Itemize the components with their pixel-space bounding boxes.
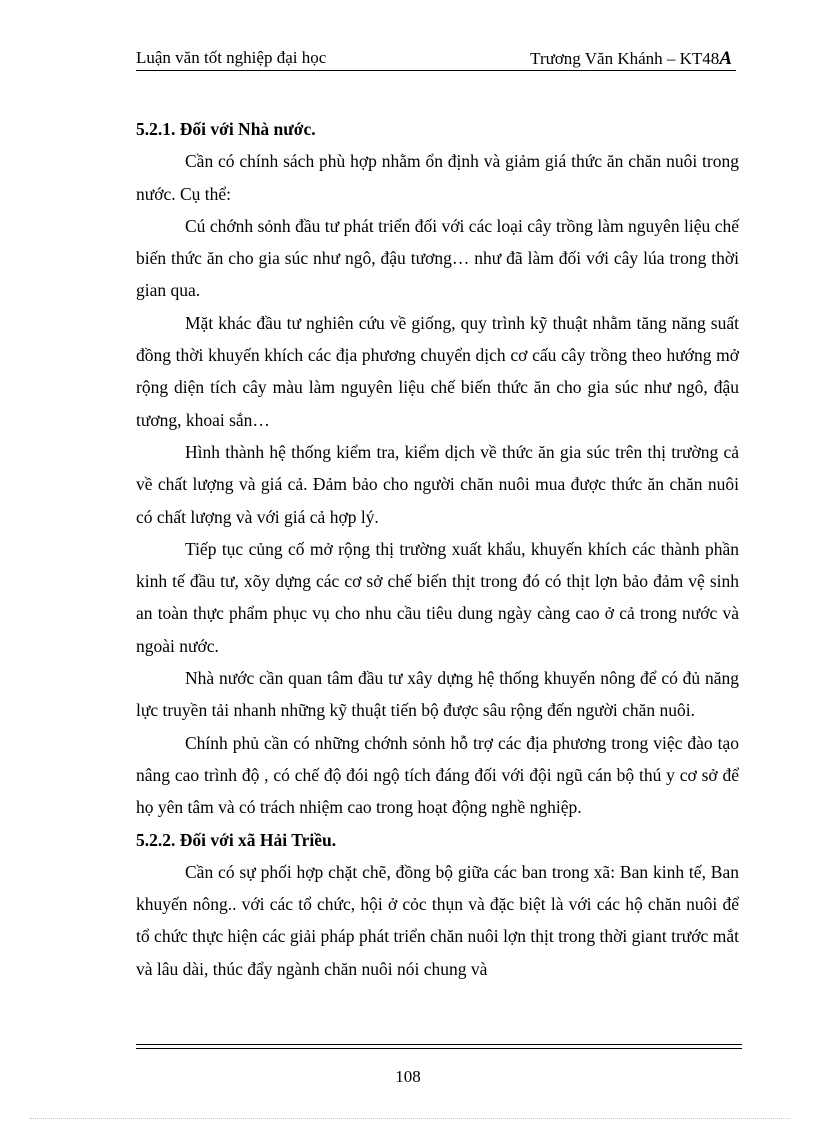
footer-divider — [136, 1044, 742, 1045]
paragraph: Hình thành hệ thống kiểm tra, kiểm dịch về thức ăn gia súc trên thị trường cả về chất lượng và giá cả. Đảm bảo cho người chăn nuôi mua được thức ăn chăn nuôi có chất lượng và với giá cả hợp lý. — [136, 441, 739, 527]
header-author-text: Trương Văn Khánh – KT48 — [530, 49, 720, 68]
paragraph: Chính phủ cần có những chớnh sỏnh hỗ trợ các địa phương trong việc đào tạo nâng cao trình độ , có chế độ đói ngộ tích đáng đối với đội ngũ cán bộ thú y cơ sở để họ yên tâm và có trách nhiệm cao trong hoạt động nghề nghiệp. — [136, 732, 739, 818]
paragraph: Nhà nước cần quan tâm đầu tư xây dựng hệ thống khuyến nông để có đủ năng lực truyền tải nhanh những kỹ thuật tiến bộ được sâu rộng đến người chăn nuôi. — [136, 668, 739, 721]
header-thesis-title: Luận văn tốt nghiệp đại học — [136, 48, 327, 67]
paragraph: Cú chớnh sỏnh đầu tư phát triển đối với các loại cây trồng làm nguyên liệu chế biến thức ăn cho gia súc như ngô, đậu tương… như đã làm đối với cây lúa trong thời gian qua. — [136, 215, 739, 301]
section-heading: 5.2.2. Đối với xã Hải Triều. — [136, 829, 337, 850]
paragraph: Cần có chính sách phù hợp nhằm ổn định và giảm giá thức ăn chăn nuôi trong nước. Cụ thể: — [136, 151, 739, 204]
page-body — [136, 113, 739, 985]
paragraph: Tiếp tục củng cố mở rộng thị trường xuất khẩu, khuyến khích các thành phần kinh tế đầu tư, xõy dựng các cơ sở chế biến thịt trong đó có thịt lợn bảo đảm vệ sinh an toàn thực phẩm phục vụ cho nhu cầu tiêu dung ngày càng cao ở cả trong nước và ngoài nước. — [136, 538, 739, 656]
header-class-suffix: A — [719, 48, 732, 69]
footer-divider — [136, 1048, 742, 1049]
page-number: 108 — [395, 1067, 421, 1086]
header-author — [530, 48, 732, 70]
section-heading: 5.2.1. Đối với Nhà nước. — [136, 119, 316, 139]
paragraph: Cần có sự phối hợp chặt chẽ, đồng bộ giữa các ban trong xã: Ban kinh tế, Ban khuyến nông.. với các tổ chức, hội ở cỏc thụn và đặc biệt là với các hộ chăn nuôi để tổ chức thực hiện các giải pháp phát triển chăn nuôi lợn thịt trong thời giant trước mắt và lâu dài, thúc đẩy ngành chăn nuôi nói chung và — [136, 861, 739, 979]
page-edge — [30, 1118, 790, 1119]
page-header — [136, 48, 736, 71]
paragraph: Mặt khác đầu tư nghiên cứu về giống, quy trình kỹ thuật nhằm tăng năng suất đồng thời khuyến khích các địa phương chuyển dịch cơ cấu cây trồng theo hướng mở rộng diện tích cây màu làm nguyên liệu chế biến thức ăn cho gia súc như ngô, đậu tương, khoai sắn… — [136, 312, 739, 430]
